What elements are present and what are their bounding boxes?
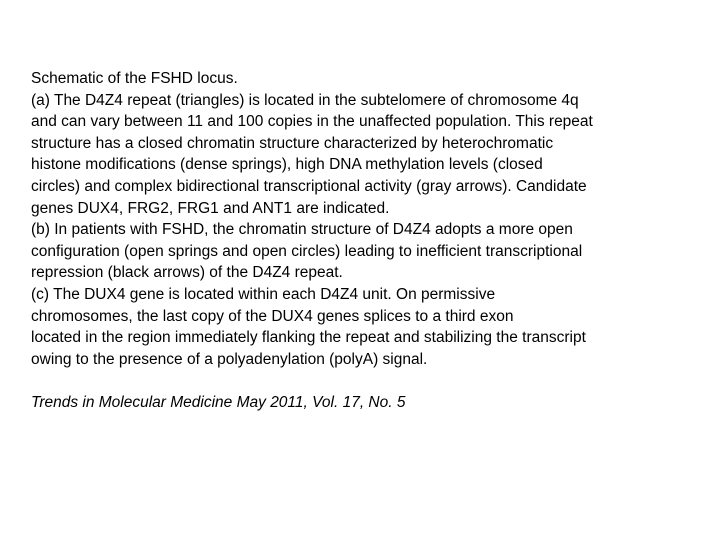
caption-line: (c) The DUX4 gene is located within each D4Z4 unit. On permissive [31,285,496,303]
caption-line: (a) The D4Z4 repeat (triangles) is located in the subtelomere of chromosome 4q [31,91,579,109]
caption-line: genes DUX4, FRG2, FRG1 and ANT1 are indicated. [31,199,390,217]
journal-citation: Trends in Molecular Medicine May 2011, Vol. 17, No. 5 [31,393,406,411]
caption-line: histone modifications (dense springs), high DNA methylation levels (closed [31,156,543,174]
caption-line: owing to the presence of a polyadenylation (polyA) signal. [31,350,428,368]
caption-line: (b) In patients with FSHD, the chromatin structure of D4Z4 adopts a more open [31,221,573,239]
caption-line: structure has a closed chromatin structure characterized by heterochromatic [31,134,554,152]
caption-title: Schematic of the FSHD locus. [31,70,238,87]
caption-line: configuration (open springs and open circles) leading to inefficient transcriptional [31,242,583,260]
blank-line [31,370,711,392]
caption-line: circles) and complex bidirectional transcriptional activity (gray arrows). Candidate [31,177,587,195]
caption-line: repression (black arrows) of the D4Z4 repeat. [31,264,343,282]
caption-line: and can vary between 11 and 100 copies in the unaffected population. This repeat [31,113,593,131]
caption-line: located in the region immediately flanking the repeat and stabilizing the transcript [31,329,586,347]
figure-caption [31,68,711,414]
caption-line: chromosomes, the last copy of the DUX4 genes splices to a third exon [31,307,514,325]
